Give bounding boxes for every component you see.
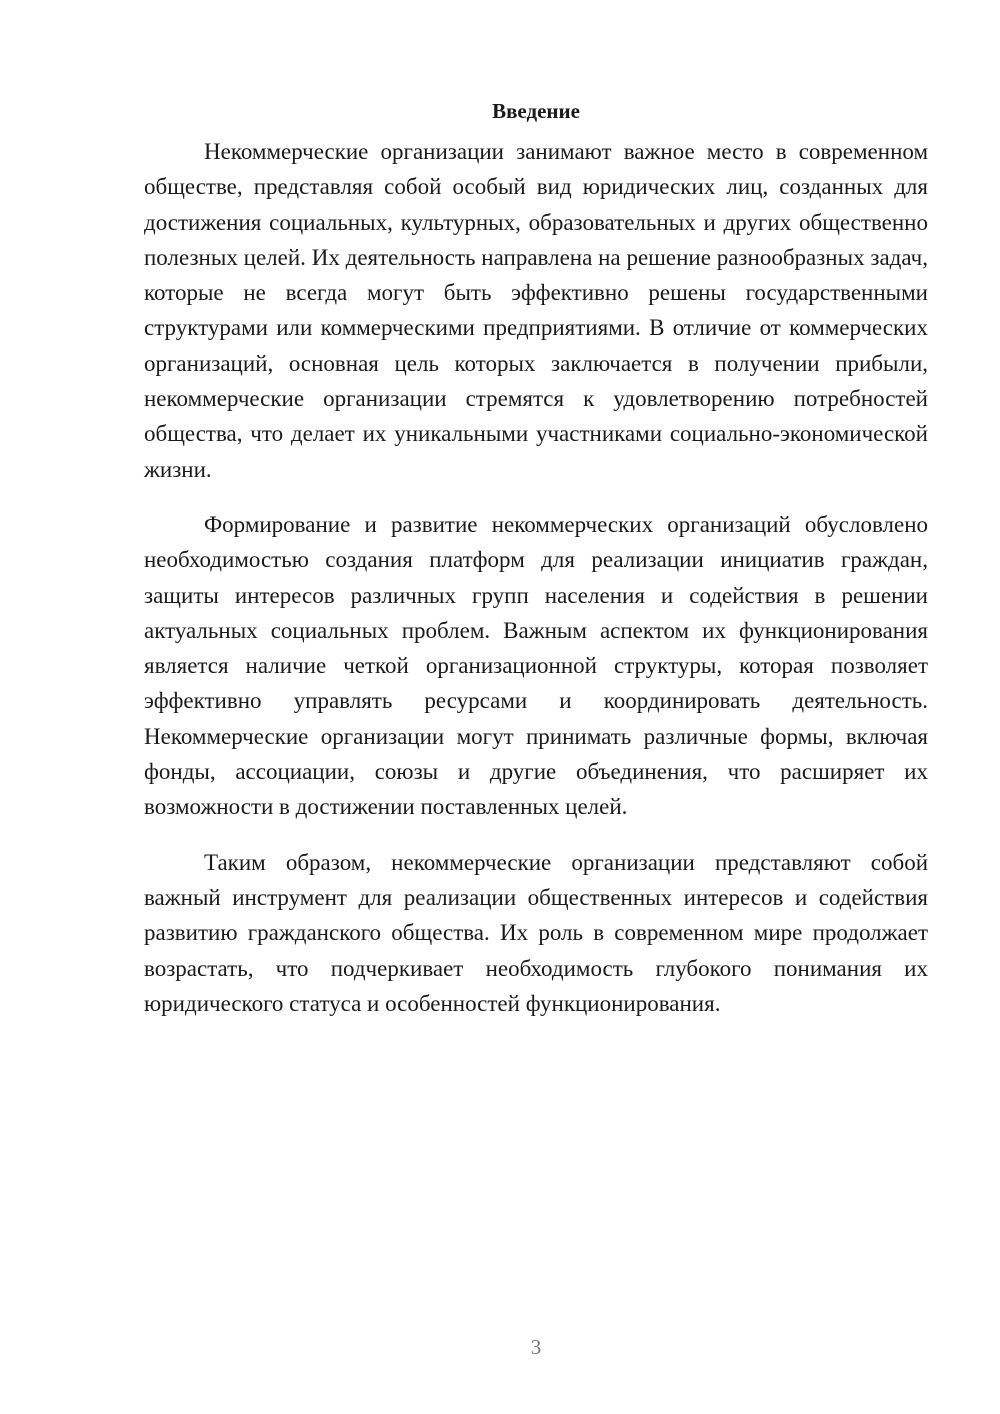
paragraph-2: Формирование и развитие некоммерческих организаций обусловлено необходимостью создания платформ для реализации инициатив граждан, защиты интересов различных групп населения и содействия в решении актуальных социальных проблем. Важным аспектом их функционирования является наличие четкой организационной структуры, которая позволяет эффективно управлять ресурсами и координировать деятельность. Некоммерческие организации могут принимать различные формы, включая фонды, ассоциации, союзы и другие объединения, что расширяет их возможности в достижении поставленных целей. [144, 511, 928, 820]
paragraph-3: Таким образом, некоммерческие организации представляют собой важный инструмент для реализации общественных интересов и содействия развитию гражданского общества. Их роль в современном мире продолжает возрастать, что подчеркивает необходимость глубокого понимания их юридического статуса и особенностей функционирования. [144, 849, 928, 1016]
section-heading: Введение [492, 99, 580, 123]
page-content [144, 96, 928, 1041]
page-number: 3 [530, 1335, 542, 1359]
paragraph-1: Некоммерческие организации занимают важное место в современном обществе, представляя собой особый вид юридических лиц, созданных для достижения социальных, культурных, образовательных и других общественно полезных целей. Их деятельность направлена на решение разнообразных задач, которые не всегда могут быть эффективно решены государственными структурами или коммерческими предприятиями. В отличие от коммерческих организаций, основная цель которых заключается в получении прибыли, некоммерческие организации стремятся к удовлетворению потребностей общества, что делает их уникальными участниками социально-экономической жизни. [144, 139, 928, 482]
